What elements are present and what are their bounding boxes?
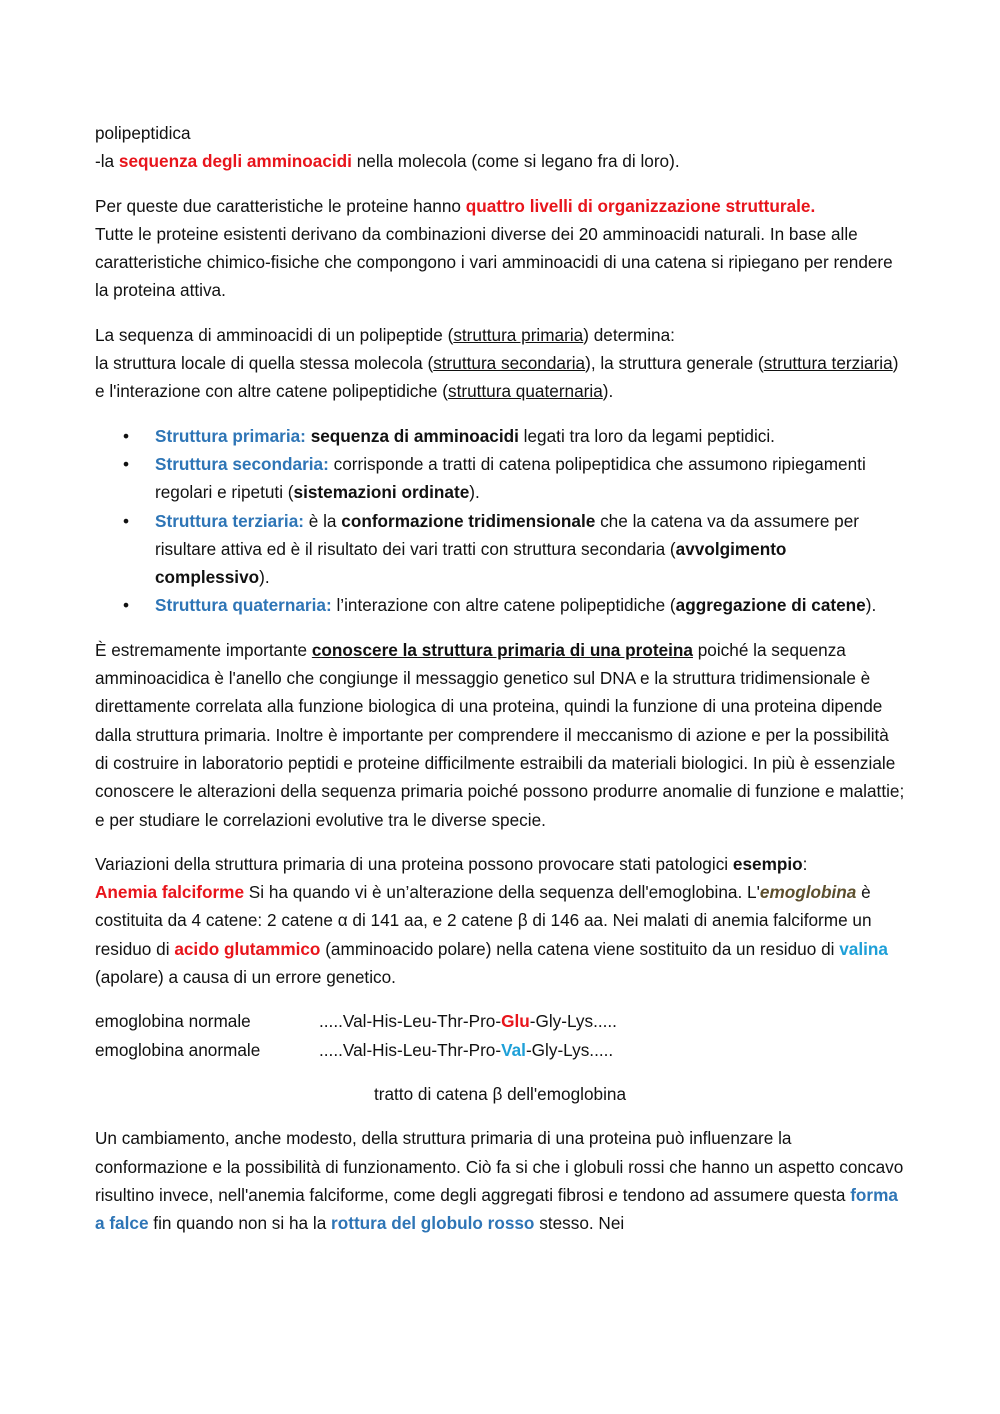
- bullet-icon: •: [123, 425, 130, 446]
- highlight-emoglobina: emoglobina: [759, 882, 857, 903]
- highlight-red: Anemia falciforme: [95, 882, 245, 903]
- highlight-valina: valina: [839, 938, 888, 959]
- bullet-icon: •: [123, 595, 130, 616]
- sequence-caption: tratto di catena β dell'emoglobina: [373, 1083, 627, 1104]
- bullet-icon: •: [123, 510, 130, 531]
- highlight-red: quattro livelli di organizzazione strutturale.: [465, 195, 816, 216]
- paragraph-sequence: La sequenza di amminoacidi di un polipeptide (struttura primaria) determina: la struttura locale di quella stessa molecola (struttura secondaria), la struttura generale (struttura terziaria) e l'interazione con altre catene polipeptidiche (struttura quaternaria).: [95, 324, 899, 402]
- intro-paragraph: [95, 119, 905, 176]
- intro-line-2: -la sequenza degli amminoacidi nella molecola (come si legano fra di loro).: [95, 151, 680, 172]
- sequence-normal: .....Val-His-Leu-Thr-Pro-Glu-Gly-Lys.....: [319, 1011, 617, 1032]
- sequence-abnormal: .....Val-His-Leu-Thr-Pro-Val-Gly-Lys.....: [319, 1039, 614, 1060]
- intro-line-1: polipeptidica: [95, 123, 191, 143]
- underlined-term: struttura terziaria: [763, 353, 893, 374]
- paragraph-anemia: Variazioni della struttura primaria di una proteina possono provocare stati patologici esempio: Anemia falciforme Si ha quando vi è un’alterazione della sequenza dell'emoglobina. L'emoglobina è costituita da 4 catene: 2 catene α di 141 aa, e 2 catene β di 146 aa. Nei malati di anemia falciforme un residuo di acido glutammico (amminoacido polare) nella catena viene sostituito da un residuo di valina (apolare) a causa di un errore genetico.: [95, 853, 888, 988]
- paragraph-levels: Per queste due caratteristiche le proteine hanno quattro livelli di organizzazione strutturale. Tutte le proteine esistenti derivano da combinazioni diverse dei 20 amminoacidi naturali. In base alle caratteristiche chimico-fisiche che compongono i vari amminoacidi di una catena si ripiegano per rendere la proteina attiva.: [95, 195, 893, 301]
- list-item: • Struttura primaria: sequenza di amminoacidi legati tra loro da legami peptidici.: [155, 422, 905, 450]
- sequence-row-abnormal: emoglobina anormale .....Val-His-Leu-Thr-Pro-Val-Gly-Lys.....: [95, 1036, 905, 1064]
- underlined-bold-term: conoscere la struttura primaria di una proteina: [311, 639, 693, 660]
- bullet-icon: •: [123, 453, 130, 474]
- highlight-blue: rottura del globulo rosso: [331, 1213, 535, 1234]
- underlined-term: struttura secondaria: [433, 353, 586, 374]
- document-body: [95, 119, 905, 1253]
- underlined-term: struttura primaria: [453, 324, 584, 345]
- highlight-red: acido glutammico: [174, 938, 321, 959]
- highlight-blue: forma a falce: [95, 1184, 898, 1234]
- list-item: • Struttura terziaria: è la conformazione tridimensionale che la catena va da assumere per risultare attiva ed è il risultato dei vari tratti con struttura secondaria (avvolgimento complessivo).: [155, 507, 905, 592]
- list-item: • Struttura quaternaria: l’interazione con altre catene polipeptidiche (aggregazione di catene).: [155, 591, 905, 619]
- sequence-row-normal: emoglobina normale .....Val-His-Leu-Thr-Pro-Glu-Gly-Lys.....: [95, 1007, 905, 1035]
- paragraph-importance: È estremamente importante conoscere la struttura primaria di una proteina poiché la sequenza amminoacidica è l'anello che congiunge il messaggio genetico sul DNA e la struttura tridimensionale è direttamente correlata alla funzione biologica di una proteina, quindi la funzione di una proteina dipende dalla struttura primaria. Inoltre è importante per comprendere il meccanismo di azione e per la possibilità di costruire in laboratorio peptidi e proteine difficilmente estraibili da materiali biologici. In più è essenziale conoscere le alterazioni della sequenza primaria poiché possono produrre anomalie di funzione e malattie; e per studiare le correlazioni evolutive tra le diverse specie.: [95, 639, 905, 830]
- paragraph-consequences: Un cambiamento, anche modesto, della struttura primaria di una proteina può influenzare la conformazione e la possibilità di funzionamento. Ciò fa si che i globuli rossi che hanno un aspetto concavo risultino invece, nell'anemia falciforme, come degli aggregati fibrosi e tendono ad assumere questa forma a falce fin quando non si ha la rottura del globulo rosso stesso. Nei: [95, 1128, 904, 1234]
- sequence-block: [95, 1007, 905, 1064]
- list-item: • Struttura secondaria: corrisponde a tratti di catena polipeptidica che assumono ripiegamenti regolari e ripetuti (sistemazioni ordinate).: [155, 450, 905, 507]
- underlined-term: struttura quaternaria: [447, 381, 603, 402]
- structure-list: [95, 422, 905, 620]
- highlight-red: sequenza degli amminoacidi: [118, 151, 352, 172]
